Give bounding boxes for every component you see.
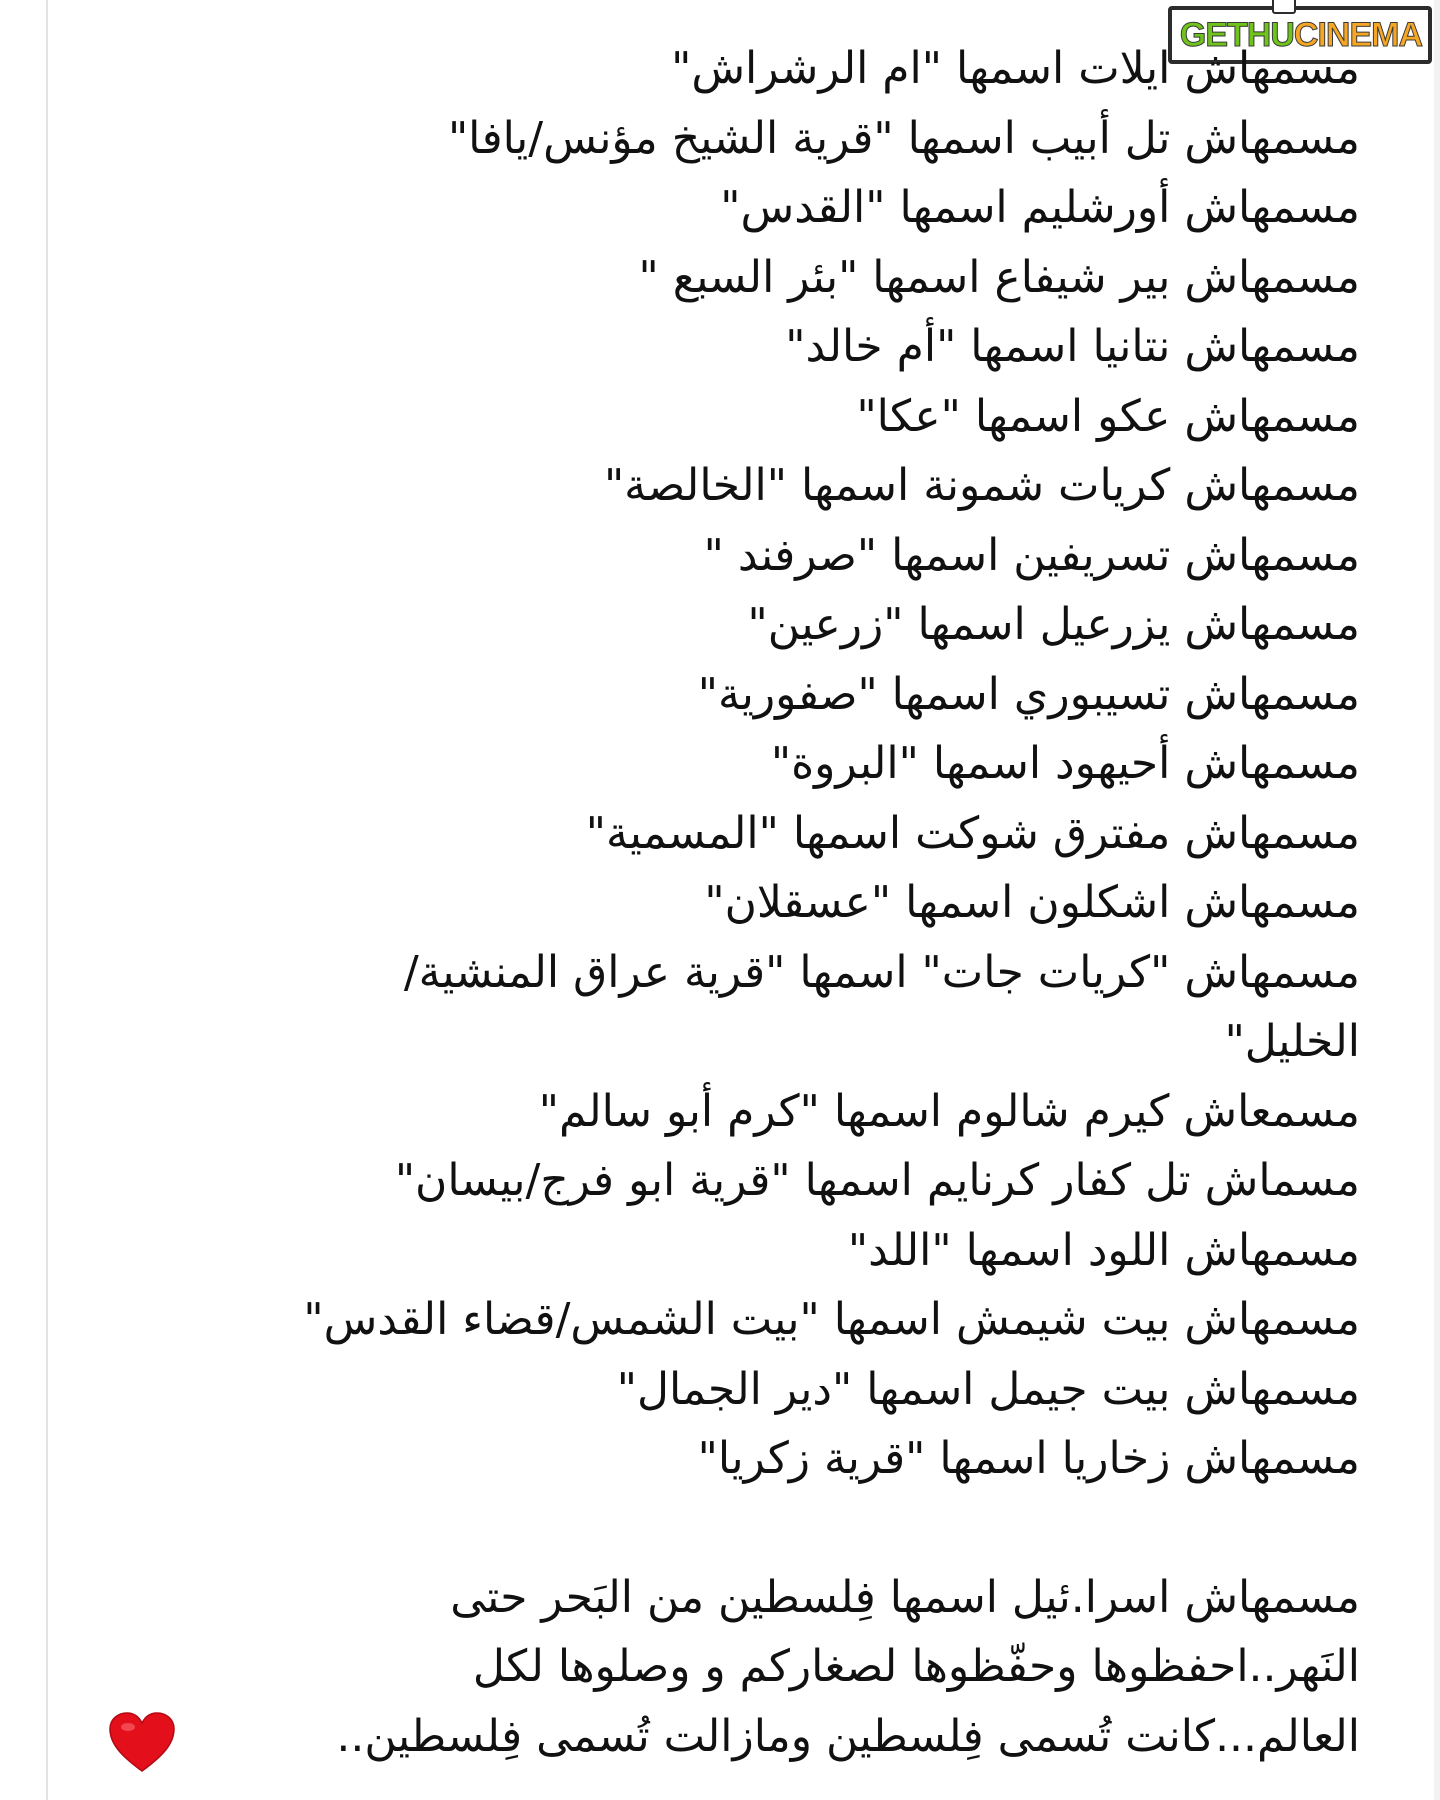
text-line: الخليل"	[1224, 1016, 1360, 1067]
text-line: مسمهاش أحيهود اسمها "البروة"	[770, 738, 1360, 789]
paragraph-gap	[80, 1494, 1360, 1563]
text-line: مسمهاش يزرعيل اسمها "زرعين"	[747, 599, 1360, 650]
text-line: مسمهاش اشكلون اسمها "عسقلان"	[704, 877, 1360, 928]
right-divider	[1434, 0, 1440, 1800]
camera-icon	[1272, 0, 1296, 14]
text-line: مسمهاش تسيبوري اسمها "صفورية"	[697, 668, 1360, 720]
closing-line: العالم...كانت تُسمى فِلسطين ومازالت تُسمى فِلسطين..	[336, 1710, 1360, 1762]
post-text	[80, 34, 1360, 1771]
watermark-part1: GETHU	[1179, 15, 1294, 54]
text-line: مسماش تل كفار كرنايم اسمها "قرية ابو فرج/بيسان"	[394, 1155, 1360, 1206]
text-line: مسمهاش زخاريا اسمها "قرية زكريا"	[697, 1433, 1360, 1484]
text-line: مسمهاش تل أبيب اسمها "قرية الشيخ مؤنس/يافا"	[447, 112, 1360, 164]
text-line: مسمهاش كريات شمونة اسمها "الخالصة"	[603, 460, 1360, 511]
red-heart-icon	[108, 1711, 176, 1775]
closing-line: النَهر..احفظوها وحفّظوها لصغاركم و وصلوها لكل	[472, 1641, 1360, 1692]
text-line: مسمهاش "كريات جات" اسمها "قرية عراق المنشية/	[403, 946, 1360, 998]
text-line: مسمهاش ايلات اسمها "ام الرشراش"	[671, 43, 1360, 94]
left-divider	[46, 0, 48, 1800]
watermark-part2: CINEMA	[1293, 15, 1422, 54]
text-line: مسمهاش بيت شيمش اسمها "بيت الشمس/قضاء القدس"	[303, 1294, 1360, 1345]
text-line: مسمهاش عكو اسمها "عكا"	[856, 390, 1360, 442]
closing-line: مسمهاش اسرا.ئيل اسمها فِلسطين من البَحر حتى	[450, 1571, 1360, 1623]
text-line: مسمهاش اللود اسمها "اللد"	[847, 1224, 1360, 1276]
text-line: مسمعاش كيرم شالوم اسمها "كرم أبو سالم"	[538, 1085, 1360, 1137]
text-line: مسمهاش تسريفين اسمها "صرفند "	[703, 529, 1360, 581]
text-line: مسمهاش نتانيا اسمها "أم خالد"	[785, 321, 1360, 372]
text-line: مسمهاش مفترق شوكت اسمها "المسمية"	[585, 807, 1360, 859]
text-line: مسمهاش أورشليم اسمها "القدس"	[720, 182, 1360, 233]
text-line: مسمهاش بيت جيمل اسمها "دير الجمال"	[616, 1363, 1360, 1415]
text-line: مسمهاش بير شيفاع اسمها "بئر السبع "	[638, 251, 1360, 303]
